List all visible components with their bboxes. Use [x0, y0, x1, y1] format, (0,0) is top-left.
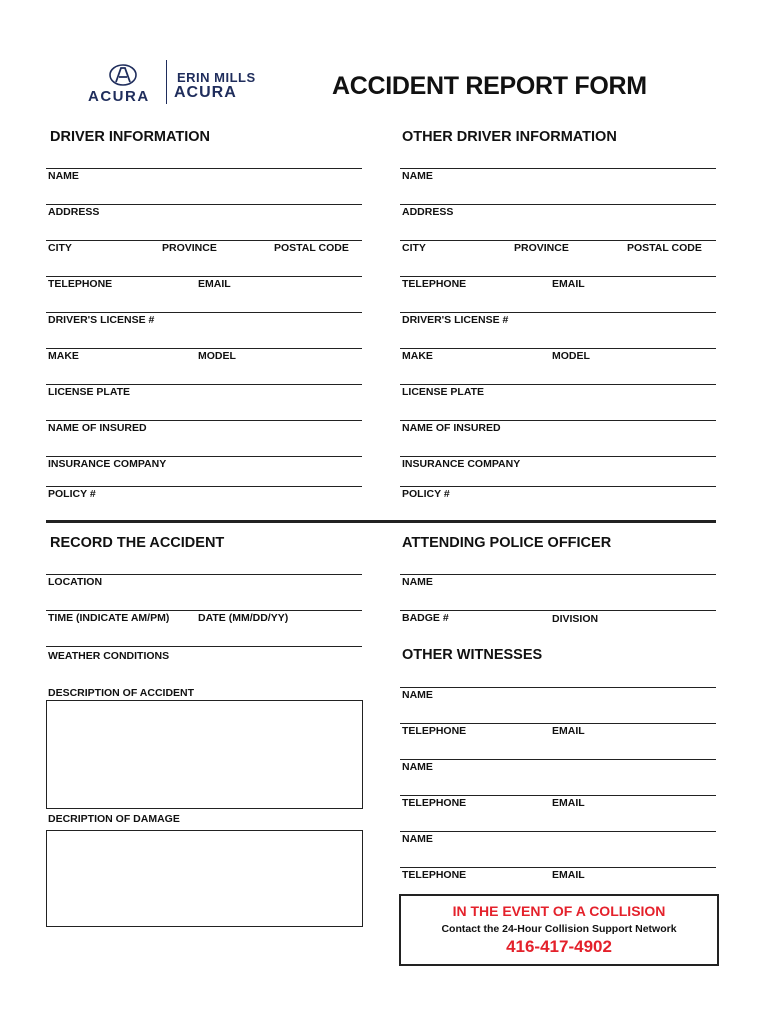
driver-insurance-company-label: INSURANCE COMPANY [48, 458, 167, 470]
accident-weather-label: WEATHER CONDITIONS [48, 650, 170, 662]
other-province-label: PROVINCE [514, 242, 569, 254]
section-divider [46, 520, 716, 523]
driver-plate-field[interactable] [46, 384, 362, 403]
driver-policy-label: POLICY # [48, 488, 96, 500]
driver-license-field[interactable] [46, 312, 362, 331]
driver-telephone-email-field[interactable] [46, 276, 362, 295]
other-insurance-company-label: INSURANCE COMPANY [402, 458, 521, 470]
accident-location-field[interactable] [46, 574, 362, 593]
witness3-name-field[interactable] [400, 831, 716, 850]
witness3-telephone-email-field[interactable] [400, 867, 716, 886]
driver-province-label: PROVINCE [162, 242, 217, 254]
other-telephone-label: TELEPHONE [402, 278, 467, 290]
other-license-label: DRIVER'S LICENSE # [402, 314, 509, 326]
other-address-label: ADDRESS [402, 206, 454, 218]
other-name-label: NAME [402, 170, 433, 182]
driver-postal-label: POSTAL CODE [274, 242, 349, 254]
witness1-name-label: NAME [402, 689, 433, 701]
police-badge-label: BADGE # [402, 612, 449, 624]
driver-name-field[interactable] [46, 168, 362, 187]
driver-model-label: MODEL [198, 350, 236, 362]
dealer-name-line2: ACURA [174, 84, 237, 101]
accident-time-date-field[interactable] [46, 610, 362, 629]
other-insured-label: NAME OF INSURED [402, 422, 501, 434]
other-postal-label: POSTAL CODE [627, 242, 702, 254]
other-email-label: EMAIL [552, 278, 585, 290]
other-telephone-email-field[interactable] [400, 276, 716, 295]
driver-make-label: MAKE [48, 350, 79, 362]
collision-callout-box [399, 894, 719, 966]
other-insured-field[interactable] [400, 420, 716, 439]
driver-insured-label: NAME OF INSURED [48, 422, 147, 434]
driver-policy-field[interactable] [46, 486, 362, 505]
driver-info-heading: DRIVER INFORMATION [50, 129, 211, 145]
accident-date-label: DATE (MM/DD/YY) [198, 612, 289, 624]
other-policy-label: POLICY # [402, 488, 450, 500]
police-badge-division-field[interactable] [400, 610, 716, 629]
driver-city-label: CITY [48, 242, 72, 254]
driver-name-label: NAME [48, 170, 79, 182]
other-city-label: CITY [402, 242, 426, 254]
police-name-field[interactable] [400, 574, 716, 593]
other-plate-field[interactable] [400, 384, 716, 403]
accident-description-label: DESCRIPTION OF ACCIDENT [48, 687, 195, 699]
witness1-telephone-label: TELEPHONE [402, 725, 467, 737]
logo-divider [166, 60, 167, 104]
damage-description-label: DECRIPTION OF DAMAGE [48, 813, 180, 825]
driver-email-label: EMAIL [198, 278, 231, 290]
witness2-telephone-label: TELEPHONE [402, 797, 467, 809]
police-officer-heading: ATTENDING POLICE OFFICER [402, 535, 612, 551]
driver-make-model-field[interactable] [46, 348, 362, 367]
police-division-label: DIVISION [552, 613, 599, 625]
witness1-telephone-email-field[interactable] [400, 723, 716, 742]
driver-plate-label: LICENSE PLATE [48, 386, 131, 398]
driver-insured-field[interactable] [46, 420, 362, 439]
witness2-name-field[interactable] [400, 759, 716, 778]
other-city-province-postal-field[interactable] [400, 240, 716, 259]
damage-description-box[interactable] [46, 830, 363, 927]
driver-city-province-postal-field[interactable] [46, 240, 362, 259]
accident-time-label: TIME (INDICATE AM/PM) [48, 612, 170, 624]
collision-callout-subtitle: Contact the 24-Hour Collision Support Network [441, 923, 677, 935]
other-policy-field[interactable] [400, 486, 716, 505]
witness1-email-label: EMAIL [552, 725, 585, 737]
other-driver-info-heading: OTHER DRIVER INFORMATION [402, 129, 617, 145]
page-title: ACCIDENT REPORT FORM [332, 72, 647, 100]
witness3-name-label: NAME [402, 833, 433, 845]
other-plate-label: LICENSE PLATE [402, 386, 485, 398]
accident-weather-field[interactable] [46, 646, 362, 665]
acura-logo-icon [108, 64, 138, 86]
collision-callout-title: IN THE EVENT OF A COLLISION [452, 903, 666, 919]
driver-address-label: ADDRESS [48, 206, 100, 218]
witness2-email-label: EMAIL [552, 797, 585, 809]
witness2-name-label: NAME [402, 761, 433, 773]
collision-phone-number: 416-417-4902 [506, 937, 612, 956]
witness3-email-label: EMAIL [552, 869, 585, 881]
driver-telephone-label: TELEPHONE [48, 278, 113, 290]
accident-location-label: LOCATION [48, 576, 103, 588]
witness2-telephone-email-field[interactable] [400, 795, 716, 814]
other-address-field[interactable] [400, 204, 716, 223]
witness1-name-field[interactable] [400, 687, 716, 706]
driver-insurance-company-field[interactable] [46, 456, 362, 475]
record-accident-heading: RECORD THE ACCIDENT [50, 535, 225, 551]
other-witnesses-heading: OTHER WITNESSES [402, 647, 543, 663]
witness3-telephone-label: TELEPHONE [402, 869, 467, 881]
logo-brand-text: ACURA [88, 88, 150, 105]
other-insurance-company-field[interactable] [400, 456, 716, 475]
other-license-field[interactable] [400, 312, 716, 331]
driver-license-label: DRIVER'S LICENSE # [48, 314, 155, 326]
driver-address-field[interactable] [46, 204, 362, 223]
dealer-name-line1: ERIN MILLS [177, 70, 256, 85]
other-name-field[interactable] [400, 168, 716, 187]
police-name-label: NAME [402, 576, 433, 588]
other-make-model-field[interactable] [400, 348, 716, 367]
other-model-label: MODEL [552, 350, 590, 362]
accident-description-box[interactable] [46, 700, 363, 809]
other-make-label: MAKE [402, 350, 433, 362]
